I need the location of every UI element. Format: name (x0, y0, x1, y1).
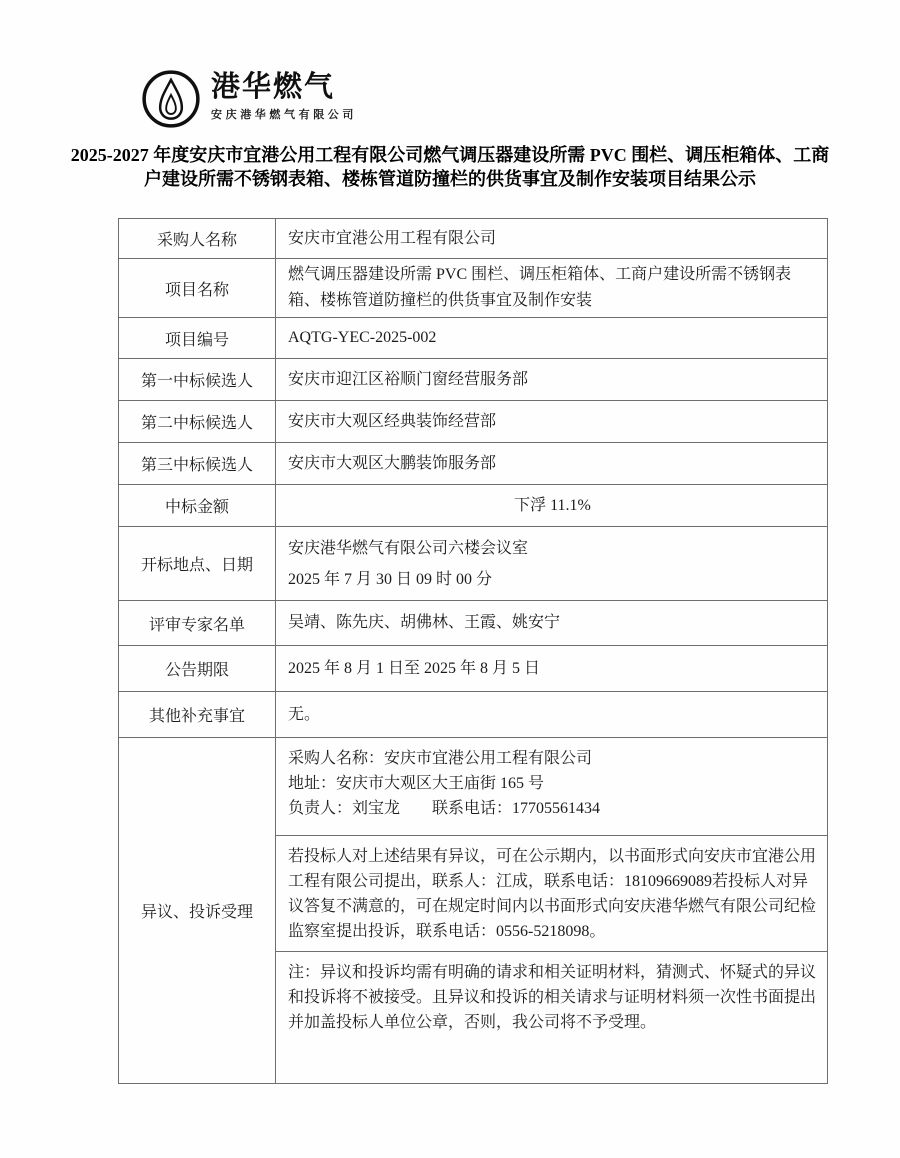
row-value (276, 527, 828, 601)
table-row (119, 692, 828, 738)
row-label: 项目编号 (119, 318, 276, 359)
results-table-body (119, 219, 828, 1084)
row-label: 第二中标候选人 (119, 401, 276, 443)
table-row (119, 359, 828, 401)
objection-text-line: 采购人名称：安庆市宜港公用工程有限公司 (288, 750, 593, 767)
row-label: 第一中标候选人 (119, 359, 276, 401)
objection-text-cell (276, 738, 828, 836)
table-row (119, 646, 828, 692)
row-value: 安庆市大观区大鹏装饰服务部 (276, 443, 828, 485)
company-logo (140, 68, 357, 130)
row-value-line: 安庆港华燃气有限公司六楼会议室 (288, 539, 529, 557)
logo-text-block (211, 68, 357, 122)
row-label: 第三中标候选人 (119, 443, 276, 485)
objection-text-line: 负责人：刘宝龙 联系电话：17705561434 (288, 800, 601, 817)
table-row (119, 443, 828, 485)
table-row (119, 401, 828, 443)
results-table (118, 218, 828, 1084)
table-row (119, 601, 828, 646)
row-value: 无。 (276, 692, 828, 738)
row-label: 评审专家名单 (119, 601, 276, 646)
table-row (119, 527, 828, 601)
table-row (119, 738, 828, 836)
objection-text-cell: 若投标人对上述结果有异议，可在公示期内，以书面形式向安庆市宜港公用工程有限公司提出，联系人：江成，联系电话：18109669089若投标人对异议答复不满意的，可在规定时间内以书面形式向安庆港华燃气有限公司纪检监察室提出投诉，联系电话：0556-5218098。 (276, 836, 828, 952)
row-value: 燃气调压器建设所需 PVC 围栏、调压柜箱体、工商户建设所需不锈钢表箱、楼栋管道防撞栏的供货事宜及制作安装 (276, 259, 828, 318)
row-label: 项目名称 (119, 259, 276, 318)
row-label: 中标金额 (119, 485, 276, 527)
table-row (119, 485, 828, 527)
row-value: 安庆市宜港公用工程有限公司 (276, 219, 828, 259)
row-value: 2025 年 8 月 1 日至 2025 年 8 月 5 日 (276, 646, 828, 692)
row-label: 其他补充事宜 (119, 692, 276, 738)
row-value: 安庆市大观区经典装饰经营部 (276, 401, 828, 443)
row-label: 开标地点、日期 (119, 527, 276, 601)
objection-text-cell: 注：异议和投诉均需有明确的请求和相关证明材料，猜测式、怀疑式的异议和投诉将不被接受。且异议和投诉的相关请求与证明材料须一次性书面提出并加盖投标人单位公章，否则，我公司将不予受理。 (276, 952, 828, 1084)
objection-text-line: 地址：安庆市大观区大王庙街 165 号 (288, 775, 545, 792)
logo-subtitle-text: 安庆港华燃气有限公司 (211, 109, 357, 121)
logo-brand-text: 港华燃气 (211, 71, 336, 103)
row-label: 公告期限 (119, 646, 276, 692)
table-row (119, 318, 828, 359)
table-row (119, 219, 828, 259)
row-value-line: 2025 年 7 月 30 日 09 时 00 分 (288, 570, 493, 588)
row-value: AQTG-YEC-2025-002 (276, 318, 828, 359)
row-label: 采购人名称 (119, 219, 276, 259)
flame-in-circle-icon (140, 68, 202, 130)
row-value: 安庆市迎江区裕顺门窗经营服务部 (276, 359, 828, 401)
row-value: 下浮 11.1% (276, 485, 828, 527)
table-row (119, 259, 828, 318)
notice-title: 2025-2027 年度安庆市宜港公用工程有限公司燃气调压器建设所需 PVC 围栏、调压柜箱体、工商户建设所需不锈钢表箱、楼栋管道防撞栏的供货事宜及制作安装项目结果公示 (70, 145, 830, 189)
row-label: 异议、投诉受理 (119, 738, 276, 1084)
row-value: 吴靖、陈先庆、胡佛林、王霞、姚安宁 (276, 601, 828, 646)
